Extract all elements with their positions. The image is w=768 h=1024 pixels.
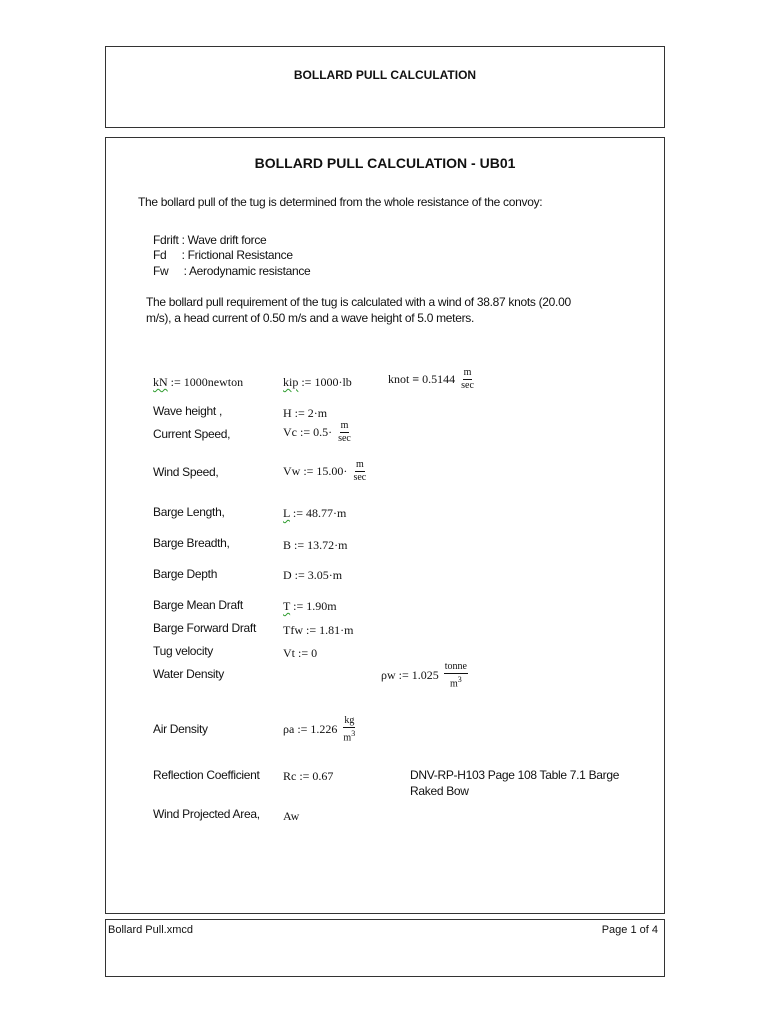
footer-box [105, 919, 665, 977]
barge-breadth-expr: B := 13.72·m [283, 538, 348, 552]
barge-depth-label: Barge Depth [153, 567, 218, 581]
legend-item: Fdrift : Wave drift force [153, 233, 267, 247]
intro-text: The bollard pull of the tug is determined from the whole resistance of the convoy: [138, 195, 543, 209]
unit-kip-definition: kip := 1000·lb [283, 375, 352, 389]
footer-page-number: Page 1 of 4 [601, 924, 658, 936]
air-density-fraction: $\frac{kg}{m^3}$ [343, 715, 356, 744]
tug-velocity-label: Tug velocity [153, 644, 213, 658]
reflection-coefficient-expr: Rc := 0.67 [283, 769, 334, 783]
legend-item: Fw : Aerodynamic resistance [153, 264, 311, 278]
wind-speed-fraction: $\frac{m}{\sec}$ [353, 459, 367, 483]
barge-forward-draft-expr: Tfw := 1.81·m [283, 623, 354, 637]
barge-length-label: Barge Length, [153, 505, 225, 519]
barge-forward-draft-label: Barge Forward Draft [153, 621, 257, 635]
header-title: BOLLARD PULL CALCULATION [293, 68, 477, 82]
barge-mean-draft-label: Barge Mean Draft [153, 598, 243, 612]
reflection-reference-line1: DNV-RP-H103 Page 108 Table 7.1 Barge [410, 768, 620, 782]
unit-kn-definition: kN := 1000newton [153, 375, 244, 389]
water-density-label: Water Density [153, 667, 225, 681]
wind-speed-expr: Vw := 15.00· $\frac{m}{\sec}$ [283, 459, 367, 483]
requirement-text-line2: m/s), a head current of 0.50 m/s and a wave height of 5.0 meters. [146, 311, 475, 325]
wave-height-expr: H := 2·m [283, 406, 328, 420]
wave-height-label: Wave height , [153, 404, 223, 418]
footer-filename: Bollard Pull.xmcd [108, 924, 193, 936]
barge-breadth-label: Barge Breadth, [153, 536, 230, 550]
air-density-label: Air Density [153, 722, 208, 736]
wind-projected-area-expr: Aw [283, 809, 300, 823]
wind-speed-label: Wind Speed, [153, 465, 219, 479]
reflection-reference-line2: Raked Bow [410, 784, 469, 798]
tug-velocity-expr: Vt := 0 [283, 646, 318, 660]
current-speed-label: Current Speed, [153, 427, 231, 441]
air-density-expr: ρa := 1.226 $\frac{kg}{m^3}$ [283, 715, 356, 744]
barge-length-expr: L := 48.77·m [283, 506, 347, 520]
current-speed-expr: Vc := 0.5· $\frac{m}{\sec}$ [283, 420, 351, 444]
legend-item: Fd : Frictional Resistance [153, 248, 293, 262]
wind-projected-area-label: Wind Projected Area, [153, 807, 260, 821]
requirement-text-line1: The bollard pull requirement of the tug is calculated with a wind of 38.87 knots (20.00 [146, 295, 571, 309]
length-symbol: L [283, 506, 290, 520]
knot-fraction: $\frac{m}{\sec}$ [461, 367, 474, 391]
page-heading: BOLLARD PULL CALCULATION - UB01 [254, 155, 516, 171]
water-density-expr: ρw := 1.025 $\frac{\text{tonne}}{m^3}$ [381, 661, 467, 690]
unit-knot-definition: knot ≡ 0.5144 $\frac{m}{\sec}$ [388, 367, 474, 391]
kip-symbol: kip [283, 375, 299, 389]
kn-symbol: kN [153, 375, 168, 389]
barge-mean-draft-expr: T := 1.90m [283, 599, 337, 613]
water-density-fraction: $\frac{\text{tonne}}{m^3}$ [444, 661, 467, 690]
header-box [105, 46, 665, 128]
barge-depth-expr: D := 3.05·m [283, 568, 343, 582]
reflection-coefficient-label: Reflection Coefficient [153, 768, 260, 782]
draft-symbol: T [283, 599, 291, 613]
current-speed-fraction: $\frac{m}{\sec}$ [338, 420, 351, 444]
